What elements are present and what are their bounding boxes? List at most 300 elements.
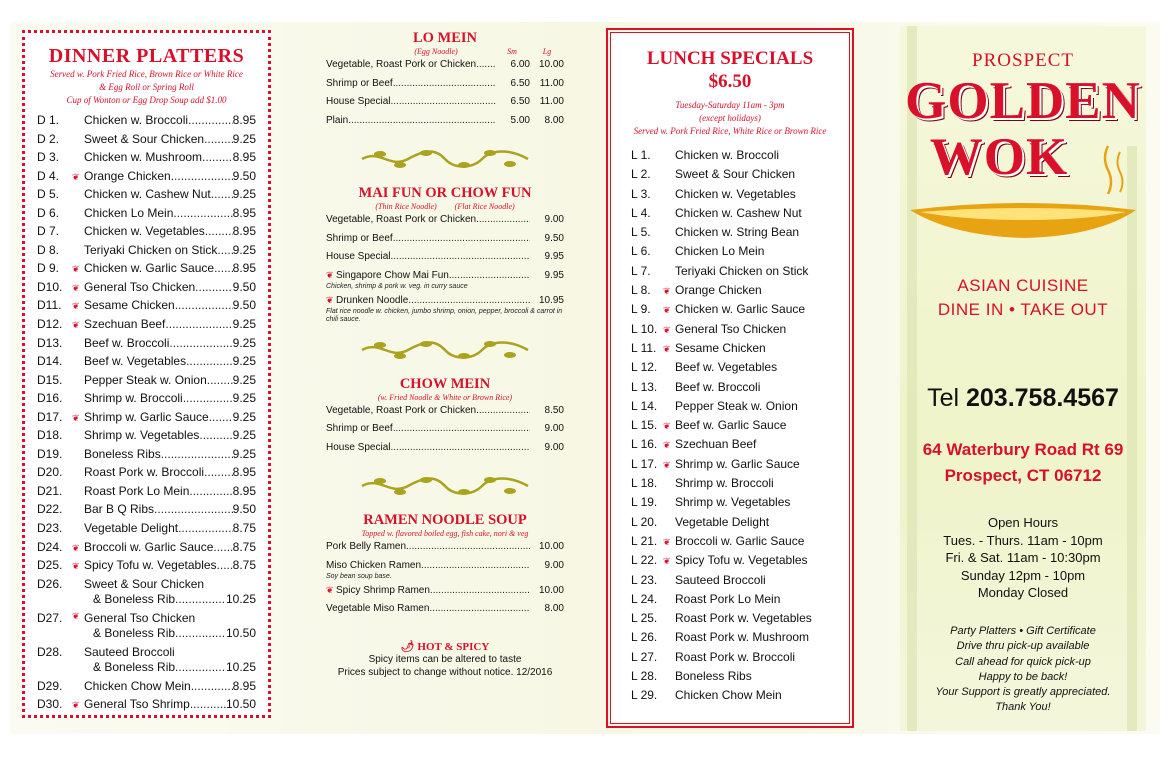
dinner-item-code: D 8. [37, 242, 60, 257]
dinner-item-code: D17. [37, 409, 63, 424]
lunch-item-code: L 27. [631, 649, 658, 664]
dinner-item-price: 8.95 [232, 113, 256, 127]
lunch-item [631, 669, 837, 688]
dinner-item-name-wrap [84, 373, 233, 387]
lunch-item [631, 341, 837, 360]
dinner-item-name-wrap [84, 224, 233, 238]
dinner-item-code: D14. [37, 354, 63, 369]
leader-dots [175, 660, 226, 674]
dinner-item-name: Roast Pork Lo Mein [84, 483, 190, 498]
leader-dots [209, 410, 233, 424]
dinner-item-code: D 6. [37, 205, 60, 220]
menu-item-price: 10.00 [538, 541, 564, 552]
menu-item-note: Chicken, shrimp & pork w. veg. in curry sauce [326, 282, 468, 290]
chili-pepper-icon: ❦ [663, 421, 671, 432]
dinner-item-code: D12. [37, 317, 63, 332]
tel-label: Tel [927, 384, 960, 412]
leader-dots [189, 484, 232, 498]
dinner-item-code: D18. [37, 428, 63, 443]
dinner-item-name-wrap [84, 697, 226, 711]
dinner-item-name: Shrimp w. Garlic Sauce [84, 409, 209, 424]
dinner-subtitle-3: Cup of Wonton or Egg Drop Soup add $1.00 [66, 95, 227, 105]
leader-dots [175, 298, 233, 312]
noodle-column [326, 30, 564, 679]
dinner-item-price: 9.25 [232, 242, 256, 257]
menu-item [326, 603, 564, 622]
dinner-item [37, 298, 256, 317]
menu-item-name: Vegetable Miso Ramen [326, 603, 430, 614]
address-line-1: 64 Waterbury Road Rt 69 [922, 440, 1124, 459]
dinner-item [37, 540, 256, 559]
lunch-item [631, 553, 837, 572]
menu-item-price: 8.50 [544, 404, 564, 416]
menu-item [326, 214, 564, 233]
logo-prospect: PROSPECT [972, 50, 1074, 71]
dinner-item-name: Chicken w. Vegetables [84, 224, 205, 239]
lo-mein-subtitle: (Egg Noodle) [414, 47, 458, 56]
footer-line-2: Prices subject to change without notice. 12/2016 [337, 666, 553, 678]
menu-item-price: 9.00 [544, 559, 564, 571]
lunch-item [631, 225, 837, 244]
lunch-item-name: General Tso Chicken [675, 321, 787, 336]
dinner-item-code: D30. [37, 697, 63, 712]
dinner-item-code: D16. [37, 391, 63, 406]
chili-pepper-icon: ❦ [72, 264, 80, 275]
lunch-item [631, 534, 837, 553]
lunch-item-name: Teriyaki Chicken on Stick [675, 263, 809, 278]
dinner-item-name-wrap [84, 558, 233, 572]
mai-fun-title: MAI FUN OR CHOW FUN [358, 185, 532, 201]
lunch-item-name: Beef w. Garlic Sauce [675, 418, 787, 433]
menu-item [326, 59, 564, 78]
menu-item [326, 560, 564, 573]
dinner-item-name: Chicken w. Mushroom [84, 150, 203, 165]
leader-dots [476, 214, 530, 225]
menu-item-price: 8.00 [544, 603, 564, 614]
lunch-item [631, 283, 837, 302]
dinner-item-code: D20. [37, 465, 63, 480]
mai-fun-subtitle-b: (Flat Rice Noodle) [454, 202, 515, 211]
dinner-item-name: Roast Pork w. Broccoli [84, 465, 205, 480]
lunch-item [631, 457, 837, 476]
lunch-title: LUNCH SPECIALS [646, 48, 814, 69]
dinner-item-line-2 [37, 592, 256, 606]
leader-dots [348, 115, 496, 126]
dinner-item [37, 558, 256, 577]
dinner-item [37, 150, 256, 169]
lunch-item-name: Broccoli w. Garlic Sauce [675, 533, 805, 548]
dinner-item-code: D27. [37, 610, 63, 625]
leader-dots [169, 336, 232, 350]
lunch-item-name: Chicken Lo Mein [675, 244, 765, 259]
dinner-item-code: D 7. [37, 224, 60, 239]
dinner-item-code: D21. [37, 483, 63, 498]
chili-pepper-icon [72, 645, 84, 659]
ramen-list [326, 541, 564, 622]
dinner-item-name: Pepper Steak w. Onion [84, 372, 207, 387]
lunch-item-name: Chicken w. Garlic Sauce [675, 302, 806, 317]
dinner-item-price: 8.95 [232, 678, 256, 693]
menu-item [326, 251, 564, 270]
hours-line-3: Sunday 12pm - 10pm [960, 567, 1086, 583]
vine-ornament-icon [326, 338, 564, 362]
dinner-item-price: 8.95 [232, 465, 256, 480]
dinner-item-line [37, 611, 256, 625]
lunch-item-name: Pepper Steak w. Onion [675, 398, 798, 413]
leader-dots [165, 317, 232, 331]
dinner-item-price: 9.25 [232, 187, 256, 202]
dinner-item-code: D29. [37, 678, 63, 693]
menu-item-price: 10.95 [538, 294, 564, 306]
dinner-item-price: 9.50 [232, 502, 256, 517]
lunch-item [631, 688, 837, 707]
dinner-item-name-wrap [84, 410, 233, 424]
lunch-item [631, 399, 837, 418]
dinner-item-name: Beef w. Broccoli [84, 335, 170, 350]
dinner-item-name-wrap [84, 521, 233, 535]
dinner-item [37, 697, 256, 716]
dinner-item-name-wrap [84, 187, 233, 201]
dinner-item-price: 10.50 [225, 625, 256, 640]
menu-item [326, 585, 564, 604]
dinner-item-code: D15. [37, 372, 63, 387]
lunch-item [631, 167, 837, 186]
lunch-item-code: L 28. [631, 669, 658, 684]
dinner-item [37, 169, 256, 188]
leader-dots [171, 169, 233, 183]
leader-dots [178, 521, 233, 535]
leader-dots [204, 132, 233, 146]
lo-mein-section [326, 30, 564, 133]
chili-pepper-icon: ❦ [72, 700, 80, 711]
logo-golden: GOLDEN [905, 72, 1141, 130]
lunch-item-code: L 1. [631, 148, 651, 162]
menu-item-name: Miso Chicken Ramen [326, 559, 422, 571]
dinner-item-price: 8.95 [232, 150, 256, 165]
dinner-item-price: 9.25 [232, 428, 256, 443]
mai-fun-section [326, 185, 564, 324]
lunch-item-name: Szechuan Beef [675, 437, 757, 452]
dinner-item-code: D23. [37, 521, 63, 536]
mai-fun-subtitles [326, 202, 564, 214]
chili-pepper-icon: ❦ [663, 556, 671, 567]
lunch-list [623, 148, 837, 708]
dinner-item [37, 502, 256, 521]
menu-item-name: Vegetable, Roast Pork or Chicken [326, 404, 477, 416]
chili-pepper-icon: ❦ [326, 294, 334, 305]
note-3: Call ahead for quick pick-up [955, 655, 1091, 668]
chili-pepper-icon: ❦ [663, 459, 671, 470]
leader-dots [476, 59, 496, 70]
menu-item-price: 9.50 [544, 232, 564, 244]
menu-item-name: Plain [326, 114, 349, 126]
lunch-item-name: Shrimp w. Broccoli [675, 476, 774, 491]
menu-item-name: Pork Belly Ramen [326, 541, 407, 552]
lunch-item-name: Vegetable Delight [675, 514, 770, 529]
dinner-item-name: Shrimp w. Broccoli [84, 391, 183, 406]
lunch-item-code: L 13. [631, 379, 658, 394]
dinner-item-name-wrap [84, 280, 233, 294]
chili-pepper-icon: ❦ [72, 542, 80, 553]
menu-item [326, 233, 564, 252]
dinner-item [37, 113, 256, 132]
dinner-item-code: D 1. [37, 113, 60, 127]
lunch-item-name: Shrimp w. Garlic Sauce [675, 456, 800, 471]
dinner-item-name-wrap [84, 132, 233, 146]
dinner-item [37, 577, 256, 611]
dinner-item-price: 9.25 [232, 335, 256, 350]
leader-dots [406, 541, 530, 552]
lunch-item-name: Sauteed Broccoli [675, 572, 766, 587]
dinner-item [37, 391, 256, 410]
footer-line-1: Spicy items can be altered to taste [368, 653, 522, 665]
dinner-item-name-wrap [84, 391, 233, 405]
lunch-item-code: L 20. [631, 514, 658, 529]
dinner-item-name: General Tso Shrimp [84, 697, 190, 712]
chili-pepper-icon: ❦ [72, 412, 80, 423]
dinner-item-name-2: & Boneless Rib [93, 591, 176, 606]
menu-footer [326, 640, 564, 679]
hot-spicy-label: HOT & SPICY [417, 640, 490, 653]
dinner-item [37, 354, 256, 373]
mai-fun-subtitle-a: (Thin Rice Noodle) [375, 202, 437, 211]
lunch-item-code: L 14. [631, 398, 658, 413]
dinner-item-code: D10. [37, 279, 63, 294]
menu-item [326, 423, 564, 442]
dinner-item-name-wrap [84, 465, 233, 479]
chili-pepper-icon: ❦ [72, 610, 80, 621]
dinner-item [37, 280, 256, 299]
dinner-item-name: Beef w. Vegetables [84, 354, 187, 369]
dinner-item-code: D 3. [37, 150, 60, 165]
menu-item-price: 10.00 [538, 584, 564, 596]
lunch-subtitle-1: Tuesday-Saturday 11am - 3pm [675, 100, 785, 110]
leader-dots [393, 78, 496, 89]
menu-item [326, 405, 564, 424]
cover-panel [900, 26, 1146, 731]
leader-dots [175, 592, 226, 606]
dinner-item-name: Orange Chicken [84, 168, 171, 183]
dinner-item-price: 8.75 [232, 521, 256, 536]
leader-dots [217, 558, 233, 572]
dinner-item-name: Broccoli w. Garlic Sauce [84, 539, 214, 554]
dinner-item-code: D28. [37, 644, 63, 659]
leader-dots [191, 679, 233, 693]
dinner-item-name-wrap [84, 502, 233, 516]
lunch-item-name: Roast Pork w. Vegetables [675, 611, 812, 626]
dinner-item [37, 187, 256, 206]
dinner-item-price: 10.25 [225, 591, 256, 606]
dinner-item-code: D 2. [37, 131, 60, 146]
lunch-item-code: L 4. [631, 205, 651, 220]
menu-item-name: Vegetable, Roast Pork or Chicken [326, 214, 477, 225]
mai-fun-list [326, 214, 564, 324]
vine-ornament-icon [326, 474, 564, 498]
lunch-item-code: L 6. [631, 244, 651, 259]
chili-pepper-icon: ❦ [72, 171, 80, 182]
ramen-section [326, 512, 564, 622]
lunch-item-code: L 11. [631, 340, 657, 355]
lunch-item-name: Sweet & Sour Chicken [675, 167, 796, 182]
vine-ornament-icon [326, 147, 564, 171]
leader-dots [430, 585, 530, 596]
note-5: Your Support is greatly appreciated. [935, 686, 1111, 699]
dinner-item-price: 9.50 [232, 168, 256, 183]
dinner-subtitle-2: & Egg Roll or Spring Roll [99, 82, 194, 92]
dinner-item [37, 373, 256, 392]
leader-dots [217, 243, 232, 257]
lunch-item-code: L 26. [631, 630, 658, 645]
lunch-item-name: Roast Pork w. Mushroom [675, 630, 810, 645]
lunch-item-code: L 2. [631, 167, 651, 182]
menu-item-price-lg: 8.00 [544, 114, 564, 126]
lunch-item [631, 611, 837, 630]
lunch-item-code: L 23. [631, 572, 658, 587]
chili-pepper-icon: ❦ [663, 536, 671, 547]
dinner-item [37, 428, 256, 447]
lunch-item-name: Shrimp w. Vegetables [675, 495, 791, 510]
chili-pepper-icon: ❦ [72, 282, 80, 293]
leader-dots [408, 295, 530, 306]
lunch-item-code: L 7. [631, 263, 651, 278]
dinner-item [37, 484, 256, 503]
dinner-item [37, 261, 256, 280]
dinner-item-name: Sauteed Broccoli [84, 644, 175, 659]
dinner-item-code: D22. [37, 502, 63, 517]
menu-item-note: Flat rice noodle w. chicken, jumbo shrimp, onion, pepper, broccoli & carrot in chili sauce. [326, 307, 563, 323]
menu-item-price: 9.00 [544, 441, 564, 453]
menu-item-price-sm: 6.50 [510, 77, 530, 89]
tel-number: 203.758.4567 [965, 384, 1119, 412]
dinner-item-price: 9.25 [232, 391, 256, 406]
leader-dots [429, 603, 530, 614]
dinner-item-name-wrap [84, 261, 233, 275]
dinner-item-name-wrap [84, 540, 233, 554]
cover-notes [900, 624, 1146, 716]
dinner-item [37, 645, 256, 679]
leader-dots [183, 391, 233, 405]
dinner-subtitle-1: Served w. Pork Fried Rice, Brown Rice or White Rice [50, 69, 243, 79]
telephone [900, 384, 1146, 413]
dinner-item-price: 9.25 [232, 372, 256, 387]
leader-dots [199, 428, 232, 442]
lunch-item-name: Spicy Tofu w. Vegetables [675, 553, 808, 568]
lunch-item-name: Sesame Chicken [675, 340, 766, 355]
dinner-item-name-wrap [84, 298, 233, 312]
menu-item-block [326, 295, 564, 324]
dinner-item-name: Sweet & Sour Chicken [84, 131, 205, 146]
dinner-item-price: 9.25 [232, 354, 256, 369]
dinner-item-name: Chicken w. Cashew Nut [84, 187, 211, 202]
lunch-item [631, 476, 837, 495]
lunch-item-code: L 19. [631, 495, 658, 510]
menu-item-price-lg: 10.00 [538, 59, 564, 70]
dinner-item [37, 465, 256, 484]
dinner-item-code: D26. [37, 576, 63, 591]
dinner-item-name: Sweet & Sour Chicken [84, 576, 205, 591]
leader-dots [188, 113, 233, 127]
leader-dots [186, 354, 233, 368]
lunch-item-name: Beef w. Broccoli [675, 379, 761, 394]
lunch-item-code: L 8. [631, 283, 651, 298]
dinner-item-name-wrap [84, 113, 233, 127]
menu-item-name: Spicy Shrimp Ramen [336, 584, 430, 596]
dinner-item [37, 447, 256, 466]
dinner-item-name-wrap [84, 169, 233, 183]
lunch-item [631, 650, 837, 669]
dinner-item-price: 8.95 [232, 261, 256, 276]
dinner-item-name: Sesame Chicken [84, 298, 175, 313]
menu-item-name: Singapore Chow Mai Fun [336, 269, 449, 281]
dinner-item [37, 224, 256, 243]
leader-dots [214, 261, 233, 275]
lunch-item [631, 264, 837, 283]
chili-pepper-icon: 🌶︎ [400, 640, 418, 653]
menu-item-price-sm: 5.00 [510, 114, 530, 126]
leader-dots [205, 224, 233, 238]
dinner-item-price: 9.25 [232, 409, 256, 424]
hours-line-2: Fri. & Sat. 11am - 10:30pm [945, 550, 1101, 565]
chili-pepper-icon: ❦ [663, 324, 671, 335]
lunch-item [631, 437, 837, 456]
menu-item [326, 295, 564, 308]
menu-item-price: 9.00 [544, 423, 564, 434]
lunch-specials-panel [606, 28, 854, 728]
leader-dots [195, 280, 232, 294]
dinner-item-code: D11. [37, 298, 62, 313]
dinner-item-price: 9.50 [232, 279, 256, 294]
dinner-item-name: Vegetable Delight [84, 521, 179, 536]
dinner-item-name: Shrimp w. Vegetables [84, 428, 200, 443]
hours-line-1: Tues. - Thurs. 11am - 10pm [943, 532, 1103, 548]
leader-dots [173, 206, 232, 220]
lunch-item-code: L 29. [631, 688, 658, 703]
lunch-item-code: L 17. [631, 456, 658, 471]
lunch-subtitle-3: Served w. Pork Fried Rice, White Rice or Brown Rice [633, 126, 827, 136]
chili-pepper-icon: ❦ [663, 286, 671, 297]
dinner-item-price: 9.25 [232, 317, 256, 332]
leader-dots [390, 442, 530, 453]
dinner-item-name: Bar B Q Ribs [84, 502, 155, 517]
note-1: Party Platters • Gift Certificate [950, 625, 1096, 637]
col-lg-header: Lg [542, 47, 552, 56]
menu-item-price-sm: 6.00 [510, 59, 530, 70]
menu-item-price: 9.00 [544, 214, 564, 225]
lunch-item [631, 495, 837, 514]
leader-dots [154, 502, 233, 516]
lunch-item [631, 573, 837, 592]
dinner-item [37, 410, 256, 429]
dinner-item [37, 679, 256, 698]
chili-pepper-icon: ❦ [663, 305, 671, 316]
leader-dots [393, 423, 530, 434]
leader-dots [190, 697, 226, 711]
menu-item-name: House Special [326, 96, 391, 107]
wok-icon [908, 138, 1142, 238]
menu-item [326, 541, 564, 560]
dinner-title: DINNER PLATTERS [48, 45, 245, 67]
chili-pepper-icon: ❦ [663, 440, 671, 451]
chow-mein-list [326, 405, 564, 461]
lunch-item [631, 302, 837, 321]
menu-item-block [326, 560, 564, 581]
dinner-item-line [37, 577, 256, 591]
lunch-item-name: Chicken w. Cashew Nut [675, 205, 802, 220]
menu-item-block [326, 270, 564, 291]
note-6: Thank You! [995, 701, 1051, 714]
chili-pepper-icon: ❦ [72, 301, 80, 312]
dinner-item-name-wrap [84, 428, 233, 442]
